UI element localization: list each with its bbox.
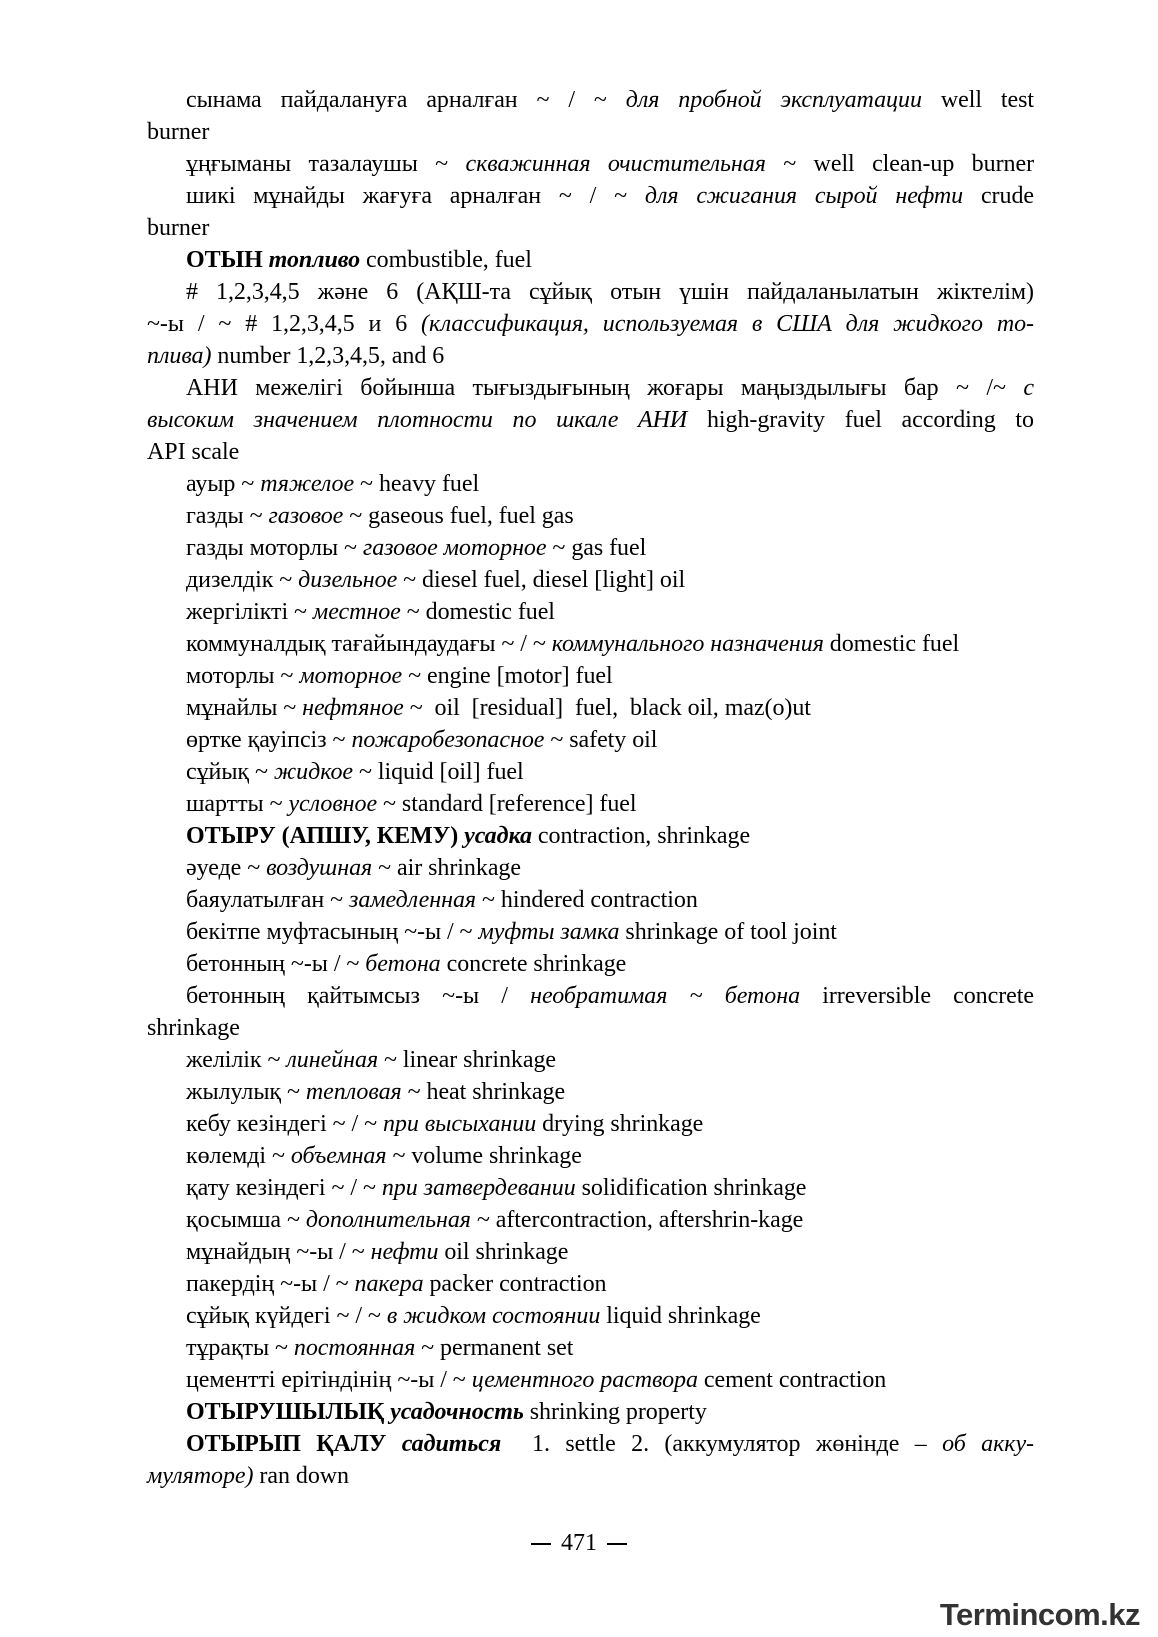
text-run: шартты ~: [186, 791, 289, 817]
text-line: [147, 276, 1034, 308]
text-run: ~ liquid [oil] fuel: [353, 759, 524, 785]
italic-run: дополнительная: [305, 1207, 471, 1233]
text-run: well test: [921, 87, 1034, 113]
text-run: дизелдік ~: [186, 567, 299, 593]
text-run: мұнайлы ~: [186, 695, 303, 721]
text-run: ~ hindered contraction: [476, 887, 698, 913]
text-line: [147, 1268, 1034, 1300]
text-run: цементті ерітіндінің ~-ы / ~: [186, 1367, 472, 1393]
text-run: моторлы ~: [186, 663, 300, 689]
text-run: ~ permanent set: [415, 1335, 574, 1361]
text-run: ~ domestic fuel: [400, 599, 555, 625]
italic-run: дизельное: [298, 567, 398, 593]
text-line: [147, 84, 1034, 116]
text-run: oil shrinkage: [438, 1239, 569, 1265]
text-line: [147, 628, 1034, 660]
text-run: ~ linear shrinkage: [378, 1047, 557, 1073]
italic-run: коммунального назначения: [551, 631, 824, 657]
italic-run: об акку-: [942, 1431, 1034, 1457]
italic-run: нефтяное: [302, 695, 404, 721]
italic-run: с: [1023, 375, 1034, 401]
text-line: [147, 1332, 1034, 1364]
text-run: бетонның ~-ы / ~: [186, 951, 366, 977]
text-line: [147, 1044, 1034, 1076]
text-line: [147, 244, 1034, 276]
text-line: [147, 564, 1034, 596]
text-line: [147, 116, 1034, 148]
text-line: [147, 820, 1034, 852]
italic-run: при высыхании: [382, 1111, 537, 1137]
text-run: әуеде ~: [186, 855, 267, 881]
text-line: [147, 1012, 1034, 1044]
text-run: high-gravity fuel according to: [687, 407, 1034, 433]
text-run: ұңғыманы тазалаушы ~: [186, 151, 466, 177]
headword: ОТЫН: [186, 247, 269, 273]
italic-run: пожаробезопасное: [351, 727, 545, 753]
text-line: [147, 1396, 1034, 1428]
text-run: желілік ~: [186, 1047, 287, 1073]
text-run: ~ gas fuel: [546, 535, 647, 561]
text-run: ~ engine [motor] fuel: [402, 663, 613, 689]
text-run: ~ aftercontraction, aftershrin-kage: [470, 1207, 804, 1233]
text-line: [147, 1140, 1034, 1172]
text-line: [147, 372, 1034, 404]
text-run: жергілікті ~: [186, 599, 313, 625]
text-run: ~ diesel fuel, diesel [light] oil: [397, 567, 686, 593]
page-number-dash-right: [607, 1543, 627, 1545]
text-run: combustible, fuel: [360, 247, 532, 273]
italic-run: муфты замка: [478, 919, 620, 945]
text-run: ~ standard [reference] fuel: [377, 791, 637, 817]
text-run: кебу кезіндегі ~ / ~: [186, 1111, 383, 1137]
italic-run: замедленная: [349, 887, 477, 913]
text-run: ~ well clean-up burner: [765, 151, 1035, 177]
italic-run: для сжигания сырой нефти: [644, 183, 964, 209]
text-run: мұнайдың ~-ы / ~: [186, 1239, 371, 1265]
text-run: бетонның қайтымсыз ~-ы /: [186, 983, 531, 1009]
text-run: сұйық ~: [186, 759, 274, 785]
italic-run: газовое: [268, 503, 344, 529]
italic-run: условное: [288, 791, 378, 817]
italic-run: нефти: [370, 1239, 439, 1265]
text-line: [147, 436, 1034, 468]
text-line: [147, 1428, 1034, 1460]
italic-run: при затвердевании: [381, 1175, 576, 1201]
text-run: өртке қауіпсіз ~: [186, 727, 352, 753]
text-run: solidification shrinkage: [575, 1175, 807, 1201]
text-run: shrinkage: [147, 1015, 240, 1041]
text-line: [147, 596, 1034, 628]
text-run: shrinking property: [523, 1399, 707, 1425]
italic-run: (классификация, используемая в США для жидкого то-: [421, 311, 1034, 337]
headword-translation: топливо: [268, 247, 361, 273]
text-run: burner: [147, 119, 210, 145]
text-line: [147, 1236, 1034, 1268]
headword: ОТЫРУ (АПШУ, КЕМУ): [186, 823, 465, 849]
text-run: shrinkage of tool joint: [619, 919, 837, 945]
text-run: 1. settle 2. (аккумулятор жөнінде –: [501, 1431, 943, 1457]
italic-run: высоким значением плотности по шкале АНИ: [147, 407, 688, 433]
headword-translation: усадка: [464, 823, 532, 849]
text-line: [147, 884, 1034, 916]
text-run: liquid shrinkage: [600, 1303, 761, 1329]
text-run: көлемді ~: [186, 1143, 291, 1169]
italic-run: в жидком состоянии: [386, 1303, 601, 1329]
headword-translation: садиться: [401, 1431, 502, 1457]
text-run: АНИ межелігі бойынша тығыздығының жоғары маңыздылығы бар ~ /~: [186, 375, 1024, 401]
italic-run: скважинная очистительная: [465, 151, 766, 177]
logo-text: Termincom.kz: [939, 1597, 1140, 1632]
text-line: [147, 532, 1034, 564]
text-line: [147, 1364, 1034, 1396]
text-line: [147, 724, 1034, 756]
text-run: ауыр ~: [186, 471, 261, 497]
text-line: [147, 852, 1034, 884]
italic-run: объемная: [290, 1143, 387, 1169]
text-run: сынама пайдалануға арналған ~ / ~: [186, 87, 626, 113]
text-line: [147, 980, 1034, 1012]
text-run: # 1,2,3,4,5 және 6 (АҚШ-та сұйық отын үшін пайдаланылатын жіктелім): [186, 279, 1034, 305]
headword: ОТЫРУШЫЛЫҚ: [186, 1399, 391, 1425]
text-line: [147, 660, 1034, 692]
text-line: [147, 308, 1034, 340]
text-run: бекітпе муфтасының ~-ы / ~: [186, 919, 479, 945]
italic-run: жидкое: [273, 759, 354, 785]
italic-run: плива): [147, 343, 212, 369]
headword: ОТЫРЫП ҚАЛУ: [186, 1431, 402, 1457]
italic-run: линейная: [286, 1047, 379, 1073]
page-number-value: 471: [561, 1530, 597, 1556]
italic-run: моторное: [299, 663, 403, 689]
text-line: [147, 692, 1034, 724]
text-run: шикі мұнайды жағуға арналған ~ / ~: [186, 183, 645, 209]
text-run: ~ air shrinkage: [372, 855, 521, 881]
text-line: [147, 1108, 1034, 1140]
text-line: [147, 212, 1034, 244]
text-line: [147, 1172, 1034, 1204]
text-run: ran down: [253, 1463, 350, 1489]
italic-run: необратимая ~ бетона: [530, 983, 801, 1009]
text-run: ~ heavy fuel: [354, 471, 480, 497]
text-run: cement contraction: [697, 1367, 887, 1393]
text-line: [147, 756, 1034, 788]
italic-run: пакера: [354, 1271, 424, 1297]
italic-run: бетона: [365, 951, 441, 977]
text-run: газды ~: [186, 503, 269, 529]
text-run: қосымша ~: [186, 1207, 306, 1233]
text-line: [147, 148, 1034, 180]
text-line: [147, 1460, 1034, 1492]
italic-run: тепловая: [305, 1079, 402, 1105]
text-run: burner: [147, 215, 210, 241]
text-run: API scale: [147, 439, 240, 465]
text-run: қату кезіндегі ~ / ~: [186, 1175, 382, 1201]
italic-run: местное: [312, 599, 401, 625]
italic-run: для пробной эксплуатации: [625, 87, 922, 113]
text-run: тұрақты ~: [186, 1335, 294, 1361]
italic-run: постоянная: [293, 1335, 416, 1361]
text-run: irreversible concrete: [800, 983, 1034, 1009]
text-run: number 1,2,3,4,5, and 6: [211, 343, 445, 369]
text-run: domestic fuel: [823, 631, 960, 657]
text-line: [147, 468, 1034, 500]
text-line: [147, 948, 1034, 980]
text-run: пакердің ~-ы / ~: [186, 1271, 355, 1297]
text-run: ~ volume shrinkage: [386, 1143, 582, 1169]
text-line: [147, 404, 1034, 436]
text-line: [147, 500, 1034, 532]
text-line: [147, 340, 1034, 372]
text-run: ~ safety oil: [544, 727, 658, 753]
text-line: [147, 1076, 1034, 1108]
italic-run: муляторе): [147, 1463, 254, 1489]
text-run: баяулатылған ~: [186, 887, 350, 913]
text-run: crude: [963, 183, 1034, 209]
text-line: [147, 916, 1034, 948]
text-run: сұйық күйдегі ~ / ~: [186, 1303, 387, 1329]
text-run: ~-ы / ~ # 1,2,3,4,5 и 6: [147, 311, 422, 337]
italic-run: газовое моторное: [362, 535, 547, 561]
italic-run: цементного раствора: [471, 1367, 698, 1393]
text-line: [147, 1204, 1034, 1236]
text-run: ~ gaseous fuel, fuel gas: [343, 503, 574, 529]
text-run: contraction, shrinkage: [531, 823, 751, 849]
text-run: газды моторлы ~: [186, 535, 363, 561]
text-run: drying shrinkage: [536, 1111, 704, 1137]
italic-run: воздушная: [266, 855, 373, 881]
text-run: packer contraction: [423, 1271, 607, 1297]
text-line: [147, 788, 1034, 820]
text-run: ~ heat shrinkage: [401, 1079, 566, 1105]
page-number-dash-left: [531, 1543, 551, 1545]
text-line: [147, 1300, 1034, 1332]
text-run: жылулық ~: [186, 1079, 306, 1105]
dictionary-page-body: [147, 84, 1034, 1492]
text-line: [147, 180, 1034, 212]
page-number: [0, 1528, 1158, 1558]
termincom-logo: [940, 1597, 1140, 1633]
headword-translation: усадочность: [390, 1399, 524, 1425]
text-run: concrete shrinkage: [440, 951, 627, 977]
italic-run: тяжелое: [260, 471, 355, 497]
text-run: коммуналдық тағайындаудағы ~ / ~: [186, 631, 552, 657]
text-run: ~ oil [residual] fuel, black oil, maz(o)ut: [403, 695, 811, 721]
